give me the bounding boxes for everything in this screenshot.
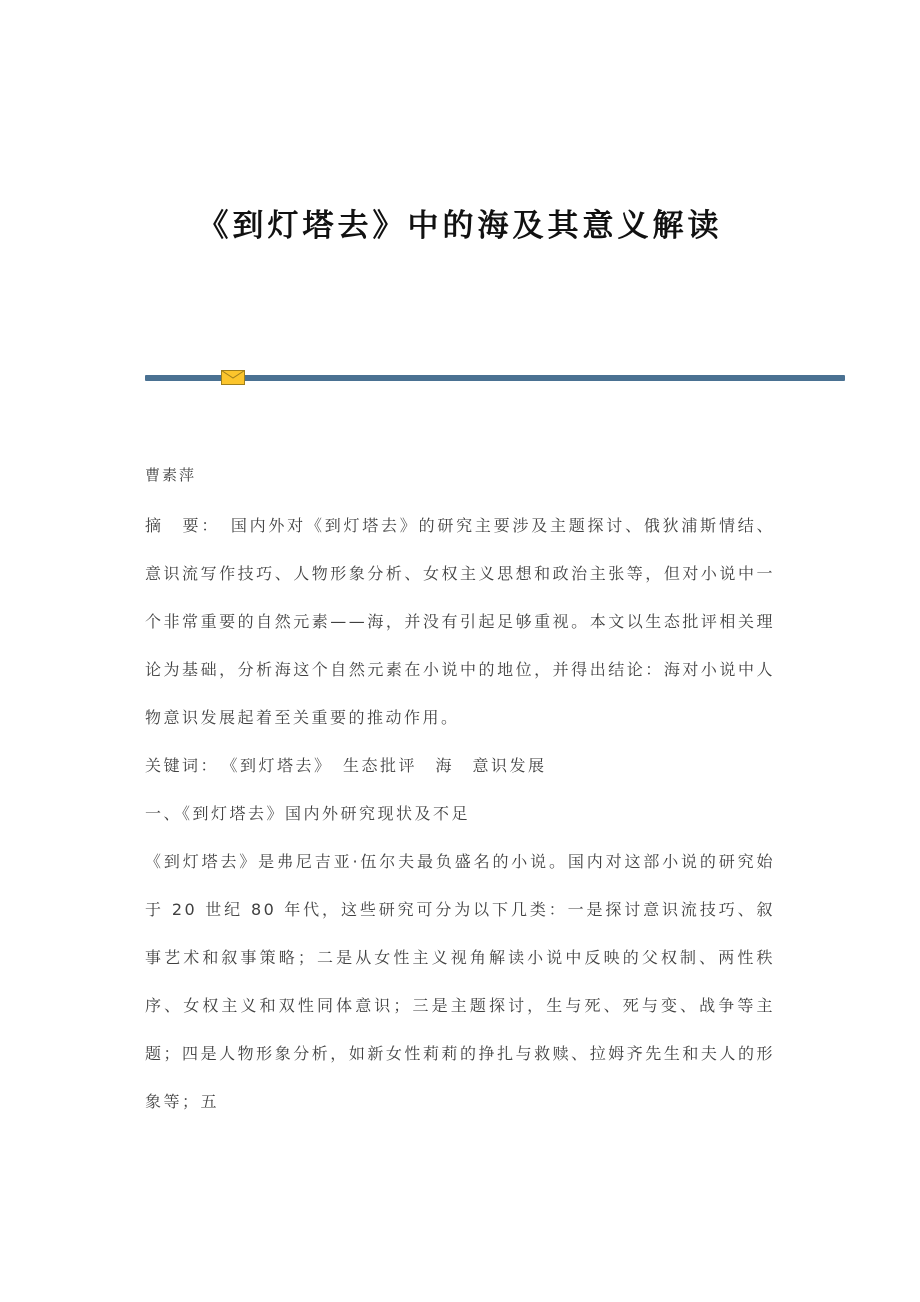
divider-bar: [145, 375, 845, 381]
author: 曹素萍: [145, 466, 197, 484]
page-title: 《到灯塔去》中的海及其意义解读: [197, 208, 723, 244]
section-heading: 一、《到灯塔去》国内外研究现状及不足: [145, 804, 471, 823]
document-body: [145, 464, 775, 1126]
abstract-paragraph: 摘 要： 国内外对《到灯塔去》的研究主要涉及主题探讨、俄狄浦斯情结、意识流写作技巧、人物形象分析、女权主义思想和政治主张等，但对小说中一个非常重要的自然元素——海，并没有引起足够重视。本文以生态批评相关理论为基础，分析海这个自然元素在小说中的地位，并得出结论：海对小说中人物意识发展起着至关重要的推动作用。: [145, 516, 775, 727]
envelope-icon: [221, 370, 245, 385]
body-paragraph: 《到灯塔去》是弗尼吉亚·伍尔夫最负盛名的小说。国内对这部小说的研究始于 20 世纪 80 年代，这些研究可分为以下几类：一是探讨意识流技巧、叙事艺术和叙事策略；二是从女性主义视角解读小说中反映的父权制、两性秩序、女权主义和双性同体意识；三是主题探讨，生与死、死与变、战争等主题；四是人物形象分析，如新女性莉莉的挣扎与救赎、拉姆齐先生和夫人的形象等；五: [145, 852, 775, 1111]
divider: [145, 375, 845, 382]
keywords-line: 关键词： 《到灯塔去》 生态批评 海 意识发展: [145, 756, 547, 775]
